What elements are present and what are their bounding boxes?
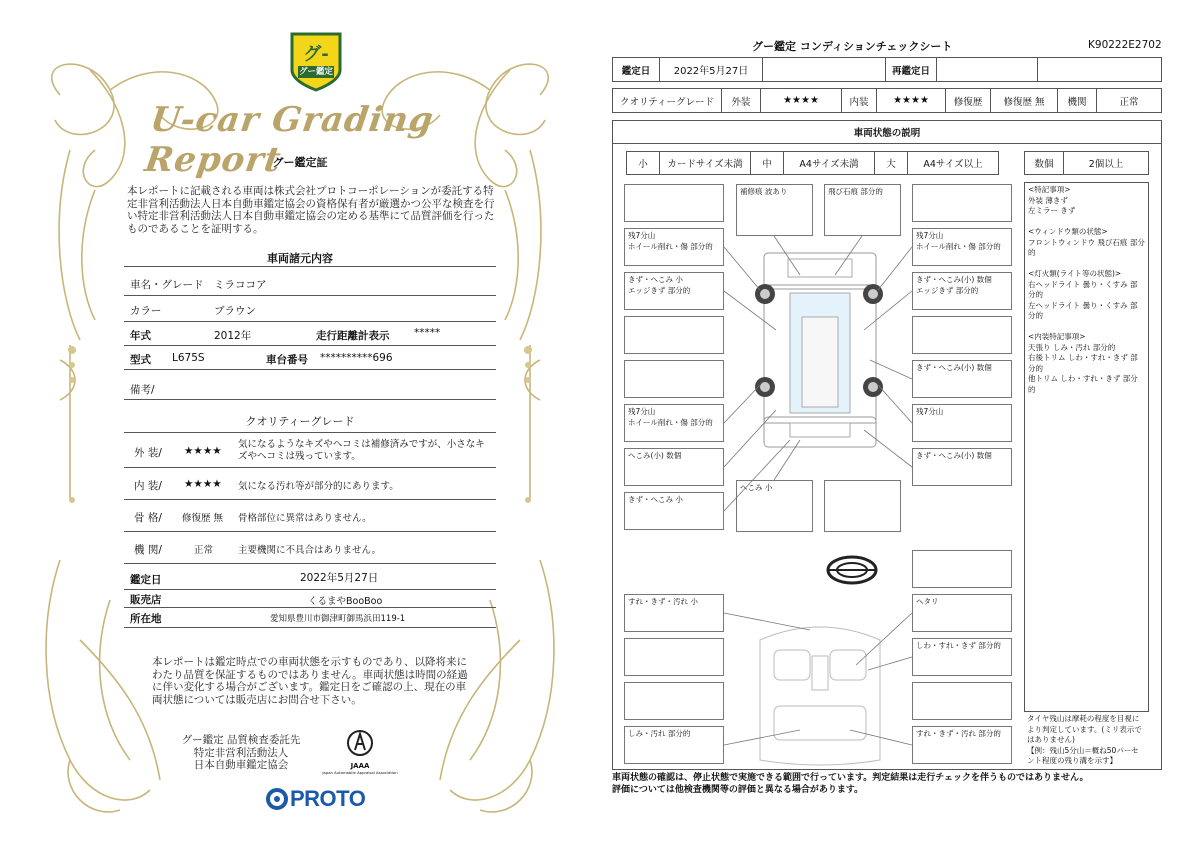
date-value: 2022年5月27日: [300, 572, 379, 584]
size-large-value: A4サイズ以上: [907, 151, 999, 175]
svg-text:グ-: グ-: [303, 44, 329, 65]
name-value: ミラココア: [214, 279, 267, 291]
row-address: [124, 608, 496, 628]
row-dealer: [124, 590, 496, 608]
note-top-2: 飛び石痕 部分的: [824, 184, 901, 236]
proto-wordmark: PROTO: [290, 786, 366, 811]
tire-note: タイヤ残山は摩耗の程度を目視により判定しています。(ミリ表示ではありません) 【例：残山5分山＝概ね50パーセント程度の残り溝を示す】: [1024, 712, 1149, 768]
frame-value: 修復歴 無: [182, 513, 224, 524]
row-year: [124, 322, 496, 346]
leader-lines: [600, 0, 1200, 848]
quality-heading: クオリティーグレード: [245, 415, 355, 428]
date-label: 鑑定日: [130, 574, 162, 586]
special-notes: <特記事項> 外装 薄きず 左ミラー きず <ウィンドウ類の状態> フロントウィンドウ 飛び石痕 部分的 <灯火類(ライト等の状態)> 右ヘッドライト 曇り・くすみ 部分的 左ヘッドライト 曇り・くすみ 部分的 <内装特記事項> 天張り しみ・汚れ 部分的 右後トリム しわ・すれ・きず 部分的 他トリム しわ・すれ・きず 部分的: [1024, 182, 1149, 712]
jaaa-label: JAAA: [350, 762, 370, 770]
note-r5: 残7分山: [912, 404, 1012, 442]
disclaimer-paragraph: 本レポートは鑑定時点での車両状態を示すものであり、以降将来にわたり品質を保証するものではありません。車両状態は時間の経過に伴い変化する場合がございます。鑑定日をご確認の上、現在の車両状態については販売店にお問合せ下さい。: [152, 656, 468, 706]
color-label: カラー: [130, 305, 162, 317]
jaaa-emblem-icon: [345, 728, 375, 758]
note-l2: きず・へこみ 小 エッジきず 部分的: [624, 272, 724, 310]
note-r1: 残7分山 ホイール削れ・傷 部分的: [912, 228, 1012, 266]
int-stars: ★★★★: [876, 88, 946, 113]
note-ir2: しわ・すれ・きず 部分的: [912, 638, 1012, 676]
year-value: 2012年: [214, 330, 252, 342]
row-date: [124, 564, 496, 590]
sheet-title: グー鑑定 コンディションチェックシート: [752, 40, 953, 53]
sheet-code: K90222E2702: [1088, 39, 1162, 51]
org-line-2: 特定非営利活動法人: [193, 746, 289, 759]
intro-paragraph: 本レポートに記載される車両は株式会社プロトコーポレーションが委託する特定非営利活動法人日本自動車鑑定協会の資格保有者が厳選かつ公平な検査を行い特定非営利活動法人日本自動車鑑定協会の定める基準にて品質評価を行ったものであることを証明する。: [127, 185, 495, 235]
remarks-label: 備考/: [130, 384, 155, 396]
note-ir1: へタリ: [912, 594, 1012, 632]
footer-note-1: 車両状態の確認は、停止状態で実施できる範囲で行っています。判定結果は走行チェックを伴うものではありません。: [612, 773, 1089, 783]
date-value: 2022年5月27日: [659, 57, 763, 82]
certificate-heading: グー鑑定証: [272, 156, 328, 169]
jaaa-logo: [320, 728, 400, 780]
report-title: U-car Grading Report: [142, 100, 437, 180]
row-remarks: [124, 370, 496, 400]
note-l7: きず・へこみ 小: [624, 492, 724, 530]
date-label: 鑑定日: [612, 57, 660, 82]
dealer-label: 販売店: [130, 594, 162, 606]
engine-value: 正常: [194, 545, 214, 556]
proto-logo: [266, 785, 376, 813]
color-value: ブラウン: [214, 305, 256, 317]
count-value: 2個以上: [1063, 151, 1149, 175]
name-label: 車名・グレード: [130, 279, 204, 291]
mileage-value: *****: [414, 327, 441, 339]
engine-text: 主要機関に不具合はありません。: [238, 545, 382, 556]
interior-label: 内 装/: [134, 480, 162, 492]
reinspect-label: 再鑑定日: [885, 57, 937, 82]
badge-text: グー鑑定: [298, 67, 333, 77]
model-label: 型式: [130, 354, 151, 366]
engine-label: 機関: [1057, 88, 1097, 113]
note-ir4: すれ・きず・汚れ 部分的: [912, 726, 1012, 764]
row-exterior: [124, 434, 496, 468]
interior-stars: ★★★★: [184, 478, 222, 490]
frame-label: 骨 格/: [134, 512, 162, 524]
note-l1: 残7分山 ホイール削れ・傷 部分的: [624, 228, 724, 266]
repair-value: 修復歴 無: [990, 88, 1058, 113]
exterior-label: 外 装/: [134, 447, 162, 459]
note-r2: きず・へこみ(小) 数個 エッジきず 部分的: [912, 272, 1012, 310]
size-large-label: 大: [874, 151, 908, 175]
row-color: [124, 296, 496, 322]
note-top-1: 補修痕 波あり: [736, 184, 813, 236]
jaaa-sub: Japan Automobile Appraisal Association: [322, 770, 398, 775]
row-engine: [124, 532, 496, 564]
goo-kantei-badge: [288, 30, 344, 92]
condition-check-sheet: [600, 0, 1200, 848]
ext-label: 外装: [721, 88, 761, 113]
interior-text: 気になる汚れ等が部分的にあります。: [238, 481, 399, 492]
note-r6: きず・へこみ(小) 数個: [912, 448, 1012, 486]
note-b1: へこみ 小: [736, 480, 813, 532]
address-value: 愛知県豊川市御津町御馬浜田119-1: [270, 614, 406, 624]
note-r4: きず・へこみ(小) 数個: [912, 360, 1012, 398]
spec-heading: 車両諸元内容: [267, 252, 333, 265]
engine-value: 正常: [1096, 88, 1162, 113]
dealer-value: くるまやBooBoo: [308, 596, 383, 607]
row-frame: [124, 500, 496, 532]
row-name: [124, 270, 496, 296]
exterior-text: 気になるようなキズやヘコミは補修済みですが、小さなキズやヘコミは残っています。: [238, 439, 485, 462]
chassis-value: **********696: [320, 352, 393, 364]
size-mid-label: 中: [750, 151, 784, 175]
size-mid-value: A4サイズ未満: [783, 151, 875, 175]
note-l6: へこみ(小) 数個: [624, 448, 724, 486]
chassis-label: 車台番号: [266, 354, 308, 366]
row-interior: [124, 468, 496, 500]
org-line-1: グー鑑定 品質検査委託先: [181, 734, 301, 746]
model-value: L675S: [172, 352, 205, 364]
row-model: [124, 346, 496, 370]
proto-mark-icon: [266, 788, 288, 810]
note-i1: すれ・きず・汚れ 小: [624, 594, 724, 632]
size-small-value: カードサイズ未満: [659, 151, 751, 175]
engine-label: 機 関/: [134, 544, 162, 556]
repair-label: 修復歴: [945, 88, 991, 113]
state-heading: 車両状態の説明: [612, 120, 1162, 144]
address-label: 所在地: [130, 613, 162, 625]
mileage-label: 走行距離計表示: [316, 330, 390, 342]
int-label: 内装: [841, 88, 877, 113]
quality-divider: [124, 432, 496, 433]
note-il4: しみ・汚れ 部分的: [624, 726, 724, 764]
frame-text: 骨格部位に異常はありません。: [238, 513, 372, 524]
quality-label: クオリティーグレード: [612, 88, 722, 113]
year-label: 年式: [130, 330, 151, 342]
ext-stars: ★★★★: [760, 88, 842, 113]
org-block: [166, 734, 316, 772]
count-label: 数個: [1024, 151, 1064, 175]
org-line-3: 日本自動車鑑定協会: [193, 759, 289, 771]
badge-shield-icon: [288, 30, 344, 92]
note-l5: 残7分山 ホイール削れ・傷 部分的: [624, 404, 724, 442]
spec-table: [124, 266, 496, 267]
footer-note-2: 評価については他検査機関等の評価と異なる場合があります。: [612, 785, 864, 795]
exterior-stars: ★★★★: [184, 445, 222, 457]
size-small-label: 小: [626, 151, 660, 175]
